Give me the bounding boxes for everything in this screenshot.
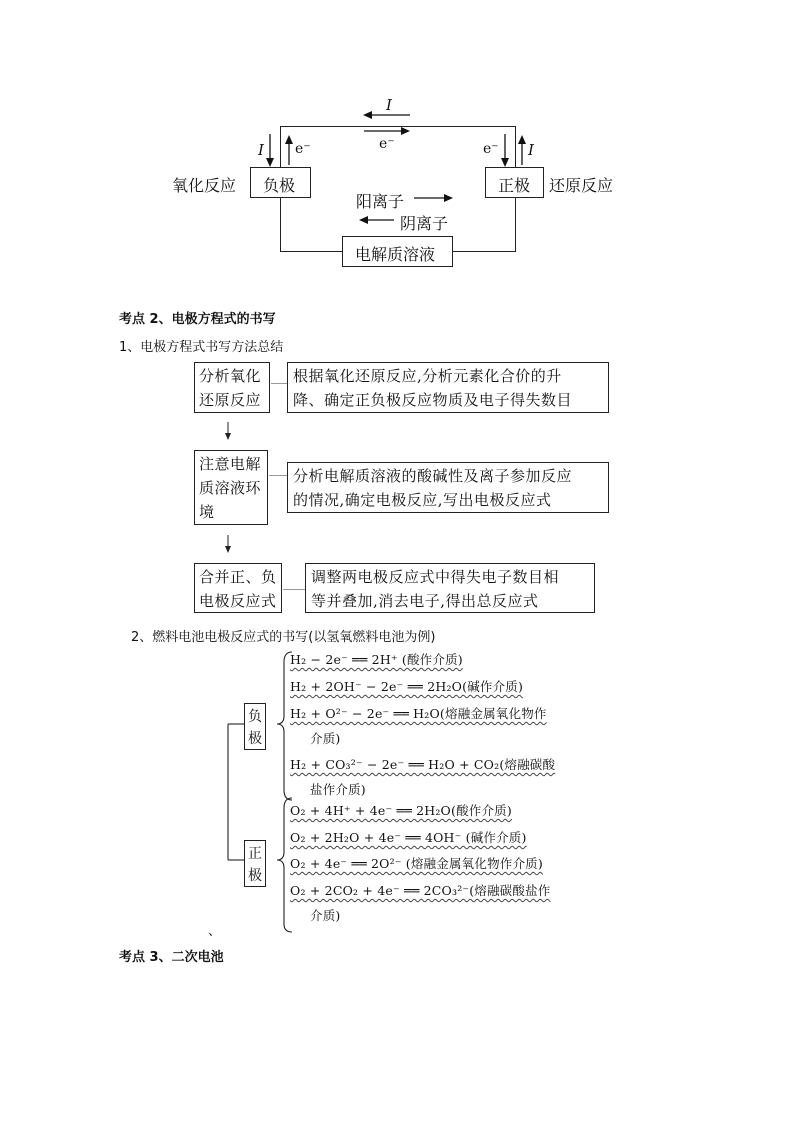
positive-electrode-box	[485, 167, 544, 198]
positive-node-l2: 极	[248, 868, 262, 884]
section2-heading: 考点 2、电极方程式的书写	[119, 312, 276, 327]
anion-label: 阴离子	[400, 214, 449, 233]
flow-step2-connector	[269, 475, 287, 476]
reduction-label: 还原反应	[549, 176, 614, 195]
pos-eq-4: O₂ + 2CO₂ + 4e⁻ ══ 2CO₃²⁻(熔融碳酸盐作	[290, 883, 551, 898]
positive-node-l1: 正	[248, 846, 262, 862]
flow-step2-left-l1: 注意电解	[199, 455, 262, 473]
negative-node-l2: 极	[248, 731, 262, 747]
flow-step1-right	[287, 362, 609, 413]
negative-node-l1: 负	[248, 709, 262, 725]
neg-eq-4-cont: 盐作介质)	[310, 782, 366, 797]
flow-step2-right	[287, 462, 609, 513]
right-electron-label: e⁻	[483, 141, 499, 157]
top-electron-label: e⁻	[379, 136, 395, 152]
flow-step3-left-l2: 电极反应式	[199, 592, 277, 610]
positive-electrode-label: 正极	[498, 176, 531, 195]
stray-mark: 、	[208, 924, 222, 939]
flow-step3-left	[194, 563, 282, 613]
positive-node-box	[244, 840, 266, 887]
pos-eq-4-cont: 介质)	[310, 908, 341, 923]
flow-step3-right-l1: 调整两电极反应式中得失电子数目相	[311, 568, 560, 586]
flow-step1-connector	[271, 383, 287, 384]
flow-step1-right-l1: 根据氧化还原反应,分析元素化合价的升	[293, 367, 562, 385]
flow-step1-left-l2: 还原反应	[199, 391, 262, 409]
oxidation-label: 氧化反应	[172, 176, 237, 195]
top-current-label: I	[386, 96, 392, 114]
left-electron-label: e⁻	[295, 141, 311, 157]
flow-step3-right	[305, 563, 595, 613]
flow-step3-right-l2: 等并叠加,消去电子,得出总反应式	[311, 592, 539, 610]
electrolyte-label: 电解质溶液	[355, 245, 436, 264]
flow-step1-left-l1: 分析氧化	[199, 367, 262, 385]
flow-step2-right-l2: 的情况,确定电极反应,写出电极反应式	[293, 491, 552, 509]
negative-electrode-box	[250, 167, 311, 198]
left-current-label: I	[258, 141, 264, 159]
neg-eq-3: H₂ + O²⁻ − 2e⁻ ══ H₂O(熔融金属氧化物作	[290, 706, 547, 721]
cation-label: 阳离子	[356, 192, 405, 211]
pos-eq-2: O₂ + 2H₂O + 4e⁻ ══ 4OH⁻ (碱作介质)	[290, 830, 527, 845]
flow-arrow-2	[222, 535, 234, 555]
flow-step3-connector	[283, 589, 305, 590]
flow-step2-right-l1: 分析电解质溶液的酸碱性及离子参加反应	[293, 467, 573, 485]
negative-electrode-label: 负极	[263, 176, 296, 195]
pos-eq-1: O₂ + 4H⁺ + 4e⁻ ══ 2H₂O(酸作介质)	[290, 803, 512, 818]
flow-step3-left-l1: 合并正、负	[199, 568, 277, 586]
flow-step2-left-l2: 质溶液环	[199, 479, 262, 497]
flow-arrow-1	[222, 422, 234, 442]
electrolyte-box	[342, 236, 453, 267]
negative-node-box	[244, 703, 266, 750]
flow-step1-right-l2: 降、确定正负极反应物质及电子得失数目	[293, 391, 573, 409]
flow-step2-left-l3: 境	[199, 503, 215, 521]
neg-eq-3-cont: 介质)	[310, 731, 341, 746]
neg-eq-4: H₂ + CO₃²⁻ − 2e⁻ ══ H₂O + CO₂(熔融碳酸	[290, 757, 556, 772]
section2-sub2: 2、燃料电池电极反应式的书写(以氢氧燃料电池为例)	[131, 630, 436, 645]
neg-eq-2: H₂ + 2OH⁻ − 2e⁻ ══ 2H₂O(碱作介质)	[290, 679, 524, 694]
pos-eq-3: O₂ + 4e⁻ ══ 2O²⁻ (熔融金属氧化物作介质)	[290, 856, 543, 871]
neg-eq-1: H₂ − 2e⁻ ══ 2H⁺ (酸作介质)	[290, 652, 463, 667]
flow-step2-left	[194, 450, 268, 525]
flow-step1-left	[194, 362, 270, 413]
right-current-label: I	[528, 141, 534, 159]
section3-heading: 考点 3、二次电池	[119, 950, 224, 965]
section2-sub1: 1、电极方程式书写方法总结	[119, 340, 284, 355]
